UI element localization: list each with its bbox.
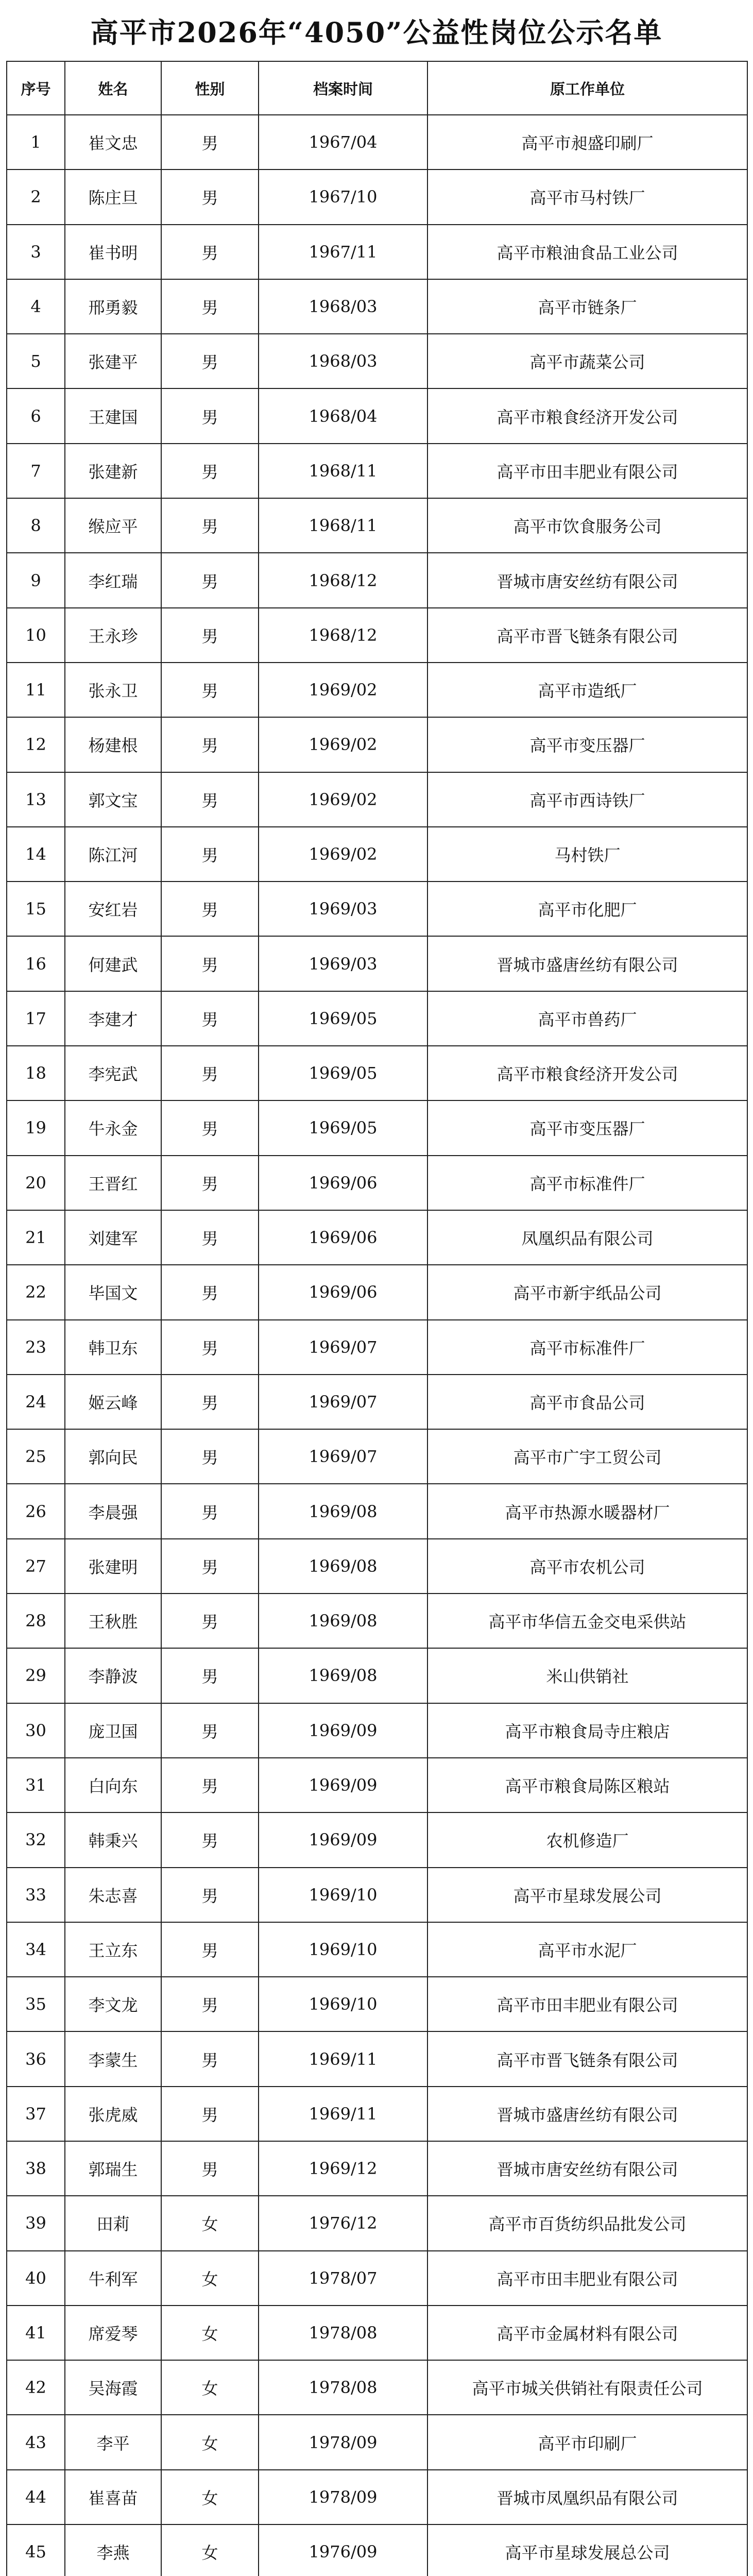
cell-date: 1969/05 — [259, 991, 427, 1046]
cell-gender: 女 — [161, 2524, 259, 2576]
cell-org: 高平市粮食经济开发公司 — [427, 1046, 747, 1100]
table-row — [7, 279, 747, 334]
cell-name: 李红瑞 — [65, 553, 161, 607]
cell-gender: 男 — [161, 1320, 259, 1375]
table-row — [7, 1210, 747, 1265]
table-row — [7, 936, 747, 991]
cell-no: 23 — [7, 1320, 65, 1375]
cell-org: 高平市蔬菜公司 — [427, 334, 747, 388]
cell-no: 41 — [7, 2306, 65, 2360]
cell-no: 26 — [7, 1484, 65, 1538]
cell-gender: 男 — [161, 1210, 259, 1265]
cell-gender: 男 — [161, 1156, 259, 1210]
cell-org: 高平市变压器厂 — [427, 717, 747, 772]
cell-date: 1969/06 — [259, 1265, 427, 1319]
cell-name: 王立东 — [65, 1922, 161, 1977]
cell-date: 1978/07 — [259, 2251, 427, 2306]
table-row — [7, 2524, 747, 2576]
header-gender: 性别 — [161, 61, 259, 115]
cell-org: 高平市粮油食品工业公司 — [427, 225, 747, 279]
cell-org: 晋城市盛唐丝纺有限公司 — [427, 936, 747, 991]
table-row — [7, 717, 747, 772]
cell-no: 14 — [7, 827, 65, 882]
cell-name: 姬云峰 — [65, 1375, 161, 1429]
cell-gender: 男 — [161, 2087, 259, 2141]
cell-org: 高平市热源水暖器材厂 — [427, 1484, 747, 1538]
cell-date: 1969/10 — [259, 1868, 427, 1922]
cell-org: 高平市百货纺织品批发公司 — [427, 2196, 747, 2250]
cell-name: 李燕 — [65, 2524, 161, 2576]
cell-name: 白向东 — [65, 1758, 161, 1812]
cell-no: 5 — [7, 334, 65, 388]
cell-gender: 男 — [161, 498, 259, 553]
cell-gender: 男 — [161, 663, 259, 717]
cell-gender: 男 — [161, 1046, 259, 1100]
cell-org: 高平市水泥厂 — [427, 1922, 747, 1977]
cell-gender: 男 — [161, 1375, 259, 1429]
cell-date: 1969/05 — [259, 1046, 427, 1100]
cell-date: 1967/04 — [259, 115, 427, 170]
cell-gender: 男 — [161, 1100, 259, 1155]
cell-org: 高平市广宇工贸公司 — [427, 1429, 747, 1484]
cell-org: 马村铁厂 — [427, 827, 747, 882]
cell-org: 凤凰织品有限公司 — [427, 1210, 747, 1265]
table-row — [7, 1539, 747, 1594]
cell-date: 1969/08 — [259, 1484, 427, 1538]
cell-no: 24 — [7, 1375, 65, 1429]
cell-date: 1976/12 — [259, 2196, 427, 2250]
cell-org: 高平市造纸厂 — [427, 663, 747, 717]
cell-name: 张建明 — [65, 1539, 161, 1594]
cell-name: 牛永金 — [65, 1100, 161, 1155]
cell-name: 缑应平 — [65, 498, 161, 553]
cell-no: 1 — [7, 115, 65, 170]
cell-no: 12 — [7, 717, 65, 772]
table-row — [7, 444, 747, 498]
cell-no: 3 — [7, 225, 65, 279]
cell-name: 王秋胜 — [65, 1594, 161, 1648]
cell-gender: 男 — [161, 1648, 259, 1703]
cell-gender: 男 — [161, 1812, 259, 1867]
table-row — [7, 1703, 747, 1758]
cell-gender: 男 — [161, 225, 259, 279]
cell-gender: 男 — [161, 936, 259, 991]
cell-gender: 男 — [161, 1977, 259, 2031]
cell-gender: 男 — [161, 444, 259, 498]
cell-org: 高平市兽药厂 — [427, 991, 747, 1046]
cell-name: 郭向民 — [65, 1429, 161, 1484]
table-body — [7, 115, 747, 2576]
table-row — [7, 388, 747, 443]
cell-no: 38 — [7, 2141, 65, 2196]
table-row — [7, 1046, 747, 1100]
cell-name: 毕国文 — [65, 1265, 161, 1319]
cell-gender: 男 — [161, 1429, 259, 1484]
cell-no: 9 — [7, 553, 65, 607]
cell-name: 郭瑞生 — [65, 2141, 161, 2196]
cell-no: 21 — [7, 1210, 65, 1265]
table-row — [7, 1977, 747, 2031]
table-row — [7, 663, 747, 717]
cell-no: 44 — [7, 2470, 65, 2524]
cell-name: 李晨强 — [65, 1484, 161, 1538]
table-row — [7, 772, 747, 827]
cell-name: 张建新 — [65, 444, 161, 498]
cell-date: 1969/10 — [259, 1922, 427, 1977]
cell-date: 1978/08 — [259, 2360, 427, 2415]
cell-no: 22 — [7, 1265, 65, 1319]
cell-org: 高平市标准件厂 — [427, 1320, 747, 1375]
cell-no: 36 — [7, 2031, 65, 2086]
cell-gender: 男 — [161, 334, 259, 388]
cell-no: 28 — [7, 1594, 65, 1648]
cell-name: 陈江河 — [65, 827, 161, 882]
cell-gender: 女 — [161, 2360, 259, 2415]
cell-date: 1968/03 — [259, 279, 427, 334]
cell-name: 李蒙生 — [65, 2031, 161, 2086]
cell-org: 高平市粮食经济开发公司 — [427, 388, 747, 443]
table-row — [7, 498, 747, 553]
cell-no: 27 — [7, 1539, 65, 1594]
page-title: 高平市2026年“4050”公益性岗位公示名单 — [90, 15, 663, 49]
cell-date: 1978/08 — [259, 2306, 427, 2360]
cell-gender: 男 — [161, 279, 259, 334]
cell-gender: 男 — [161, 553, 259, 607]
cell-date: 1969/08 — [259, 1648, 427, 1703]
cell-org: 高平市西诗铁厂 — [427, 772, 747, 827]
table-row — [7, 1922, 747, 1977]
cell-no: 2 — [7, 170, 65, 224]
cell-name: 朱志喜 — [65, 1868, 161, 1922]
cell-date: 1976/09 — [259, 2524, 427, 2576]
cell-org: 高平市金属材料有限公司 — [427, 2306, 747, 2360]
cell-date: 1978/09 — [259, 2470, 427, 2524]
cell-name: 崔文忠 — [65, 115, 161, 170]
cell-name: 何建武 — [65, 936, 161, 991]
cell-no: 31 — [7, 1758, 65, 1812]
cell-date: 1969/03 — [259, 936, 427, 991]
cell-date: 1969/10 — [259, 1977, 427, 2031]
cell-name: 张建平 — [65, 334, 161, 388]
cell-no: 25 — [7, 1429, 65, 1484]
cell-no: 19 — [7, 1100, 65, 1155]
cell-org: 高平市农机公司 — [427, 1539, 747, 1594]
cell-gender: 男 — [161, 717, 259, 772]
cell-gender: 男 — [161, 115, 259, 170]
cell-gender: 女 — [161, 2306, 259, 2360]
cell-no: 8 — [7, 498, 65, 553]
table-row — [7, 170, 747, 224]
cell-date: 1968/11 — [259, 498, 427, 553]
cell-name: 邢勇毅 — [65, 279, 161, 334]
cell-no: 34 — [7, 1922, 65, 1977]
cell-date: 1969/07 — [259, 1429, 427, 1484]
cell-date: 1968/11 — [259, 444, 427, 498]
header-org: 原工作单位 — [427, 61, 747, 115]
cell-org: 高平市晋飞链条有限公司 — [427, 608, 747, 663]
cell-no: 32 — [7, 1812, 65, 1867]
cell-org: 高平市饮食服务公司 — [427, 498, 747, 553]
table-row — [7, 2031, 747, 2086]
cell-gender: 男 — [161, 388, 259, 443]
cell-no: 13 — [7, 772, 65, 827]
cell-org: 高平市粮食局陈区粮站 — [427, 1758, 747, 1812]
cell-gender: 男 — [161, 1868, 259, 1922]
cell-no: 4 — [7, 279, 65, 334]
cell-org: 高平市田丰肥业有限公司 — [427, 2251, 747, 2306]
cell-date: 1969/08 — [259, 1594, 427, 1648]
cell-org: 高平市昶盛印刷厂 — [427, 115, 747, 170]
table-row — [7, 1100, 747, 1155]
cell-name: 王建国 — [65, 388, 161, 443]
cell-no: 18 — [7, 1046, 65, 1100]
cell-name: 崔书明 — [65, 225, 161, 279]
cell-name: 王永珍 — [65, 608, 161, 663]
table-row — [7, 2470, 747, 2524]
cell-date: 1969/08 — [259, 1539, 427, 1594]
cell-name: 崔喜苗 — [65, 2470, 161, 2524]
cell-name: 田莉 — [65, 2196, 161, 2250]
table-header-row — [7, 61, 747, 115]
table-row — [7, 991, 747, 1046]
cell-date: 1969/07 — [259, 1320, 427, 1375]
cell-gender: 男 — [161, 882, 259, 936]
table-row — [7, 1429, 747, 1484]
table-row — [7, 2306, 747, 2360]
cell-name: 杨建根 — [65, 717, 161, 772]
cell-name: 李宪武 — [65, 1046, 161, 1100]
cell-no: 40 — [7, 2251, 65, 2306]
cell-name: 李静波 — [65, 1648, 161, 1703]
cell-gender: 男 — [161, 1539, 259, 1594]
cell-org: 晋城市盛唐丝纺有限公司 — [427, 2087, 747, 2141]
cell-gender: 男 — [161, 2141, 259, 2196]
cell-name: 李建才 — [65, 991, 161, 1046]
table-row — [7, 1594, 747, 1648]
cell-no: 45 — [7, 2524, 65, 2576]
header-no: 序号 — [7, 61, 65, 115]
table-row — [7, 334, 747, 388]
cell-gender: 男 — [161, 1922, 259, 1977]
cell-org: 晋城市唐安丝纺有限公司 — [427, 2141, 747, 2196]
table-row — [7, 2415, 747, 2469]
cell-gender: 男 — [161, 1594, 259, 1648]
cell-gender: 男 — [161, 1484, 259, 1538]
table-row — [7, 1156, 747, 1210]
cell-date: 1969/02 — [259, 772, 427, 827]
cell-date: 1969/12 — [259, 2141, 427, 2196]
table-row — [7, 608, 747, 663]
cell-gender: 男 — [161, 2031, 259, 2086]
cell-org: 农机修造厂 — [427, 1812, 747, 1867]
cell-no: 17 — [7, 991, 65, 1046]
cell-gender: 男 — [161, 1703, 259, 1758]
cell-org: 高平市星球发展总公司 — [427, 2524, 747, 2576]
cell-org: 高平市新宇纸品公司 — [427, 1265, 747, 1319]
cell-name: 张永卫 — [65, 663, 161, 717]
cell-no: 43 — [7, 2415, 65, 2469]
cell-no: 15 — [7, 882, 65, 936]
cell-date: 1969/11 — [259, 2087, 427, 2141]
cell-name: 张虎威 — [65, 2087, 161, 2141]
cell-date: 1968/04 — [259, 388, 427, 443]
cell-date: 1969/02 — [259, 717, 427, 772]
cell-name: 陈庄旦 — [65, 170, 161, 224]
cell-gender: 女 — [161, 2470, 259, 2524]
cell-date: 1969/06 — [259, 1156, 427, 1210]
table-row — [7, 553, 747, 607]
cell-name: 安红岩 — [65, 882, 161, 936]
cell-name: 席爱琴 — [65, 2306, 161, 2360]
cell-name: 庞卫国 — [65, 1703, 161, 1758]
cell-gender: 男 — [161, 1265, 259, 1319]
table-row — [7, 1758, 747, 1812]
cell-gender: 男 — [161, 170, 259, 224]
cell-gender: 男 — [161, 991, 259, 1046]
cell-no: 6 — [7, 388, 65, 443]
cell-gender: 女 — [161, 2251, 259, 2306]
cell-no: 37 — [7, 2087, 65, 2141]
cell-org: 高平市变压器厂 — [427, 1100, 747, 1155]
cell-gender: 男 — [161, 608, 259, 663]
cell-date: 1969/11 — [259, 2031, 427, 2086]
cell-date: 1969/03 — [259, 882, 427, 936]
cell-org: 高平市链条厂 — [427, 279, 747, 334]
table-row — [7, 1484, 747, 1538]
cell-org: 晋城市凤凰织品有限公司 — [427, 2470, 747, 2524]
cell-date: 1978/09 — [259, 2415, 427, 2469]
cell-date: 1967/10 — [259, 170, 427, 224]
table-row — [7, 2087, 747, 2141]
cell-date: 1968/12 — [259, 608, 427, 663]
cell-name: 韩卫东 — [65, 1320, 161, 1375]
cell-org: 高平市城关供销社有限责任公司 — [427, 2360, 747, 2415]
cell-org: 高平市田丰肥业有限公司 — [427, 444, 747, 498]
table-row — [7, 1868, 747, 1922]
table-row — [7, 1265, 747, 1319]
cell-name: 韩秉兴 — [65, 1812, 161, 1867]
cell-date: 1969/02 — [259, 663, 427, 717]
cell-org: 高平市粮食局寺庄粮店 — [427, 1703, 747, 1758]
table-row — [7, 827, 747, 882]
cell-name: 刘建军 — [65, 1210, 161, 1265]
table-row — [7, 115, 747, 170]
table-row — [7, 1320, 747, 1375]
cell-no: 10 — [7, 608, 65, 663]
cell-no: 11 — [7, 663, 65, 717]
cell-name: 李平 — [65, 2415, 161, 2469]
cell-gender: 女 — [161, 2196, 259, 2250]
cell-no: 39 — [7, 2196, 65, 2250]
cell-org: 高平市田丰肥业有限公司 — [427, 1977, 747, 2031]
table-row — [7, 2251, 747, 2306]
cell-org: 高平市华信五金交电采供站 — [427, 1594, 747, 1648]
header-date: 档案时间 — [259, 61, 427, 115]
cell-date: 1969/02 — [259, 827, 427, 882]
cell-no: 20 — [7, 1156, 65, 1210]
header-name: 姓名 — [65, 61, 161, 115]
cell-no: 33 — [7, 1868, 65, 1922]
cell-org: 米山供销社 — [427, 1648, 747, 1703]
cell-no: 42 — [7, 2360, 65, 2415]
cell-gender: 男 — [161, 827, 259, 882]
roster-table — [6, 61, 748, 2576]
cell-date: 1969/09 — [259, 1812, 427, 1867]
cell-date: 1968/12 — [259, 553, 427, 607]
cell-gender: 男 — [161, 1758, 259, 1812]
cell-no: 35 — [7, 1977, 65, 2031]
table-row — [7, 1375, 747, 1429]
table-row — [7, 2360, 747, 2415]
table-row — [7, 1812, 747, 1867]
cell-name: 郭文宝 — [65, 772, 161, 827]
table-row — [7, 1648, 747, 1703]
cell-org: 高平市化肥厂 — [427, 882, 747, 936]
cell-org: 高平市标准件厂 — [427, 1156, 747, 1210]
cell-no: 7 — [7, 444, 65, 498]
cell-org: 高平市食品公司 — [427, 1375, 747, 1429]
cell-date: 1969/05 — [259, 1100, 427, 1155]
cell-date: 1969/09 — [259, 1758, 427, 1812]
cell-date: 1967/11 — [259, 225, 427, 279]
cell-name: 李文龙 — [65, 1977, 161, 2031]
cell-no: 16 — [7, 936, 65, 991]
cell-date: 1969/07 — [259, 1375, 427, 1429]
cell-date: 1968/03 — [259, 334, 427, 388]
table-row — [7, 2141, 747, 2196]
cell-gender: 女 — [161, 2415, 259, 2469]
cell-name: 牛利军 — [65, 2251, 161, 2306]
cell-name: 王晋红 — [65, 1156, 161, 1210]
cell-date: 1969/06 — [259, 1210, 427, 1265]
cell-name: 吴海霞 — [65, 2360, 161, 2415]
cell-org: 高平市晋飞链条有限公司 — [427, 2031, 747, 2086]
table-row — [7, 882, 747, 936]
cell-date: 1969/09 — [259, 1703, 427, 1758]
table-row — [7, 225, 747, 279]
cell-org: 高平市马村铁厂 — [427, 170, 747, 224]
cell-org: 高平市星球发展公司 — [427, 1868, 747, 1922]
cell-org: 晋城市唐安丝纺有限公司 — [427, 553, 747, 607]
cell-org: 高平市印刷厂 — [427, 2415, 747, 2469]
cell-gender: 男 — [161, 772, 259, 827]
table-row — [7, 2196, 747, 2250]
cell-no: 29 — [7, 1648, 65, 1703]
cell-no: 30 — [7, 1703, 65, 1758]
